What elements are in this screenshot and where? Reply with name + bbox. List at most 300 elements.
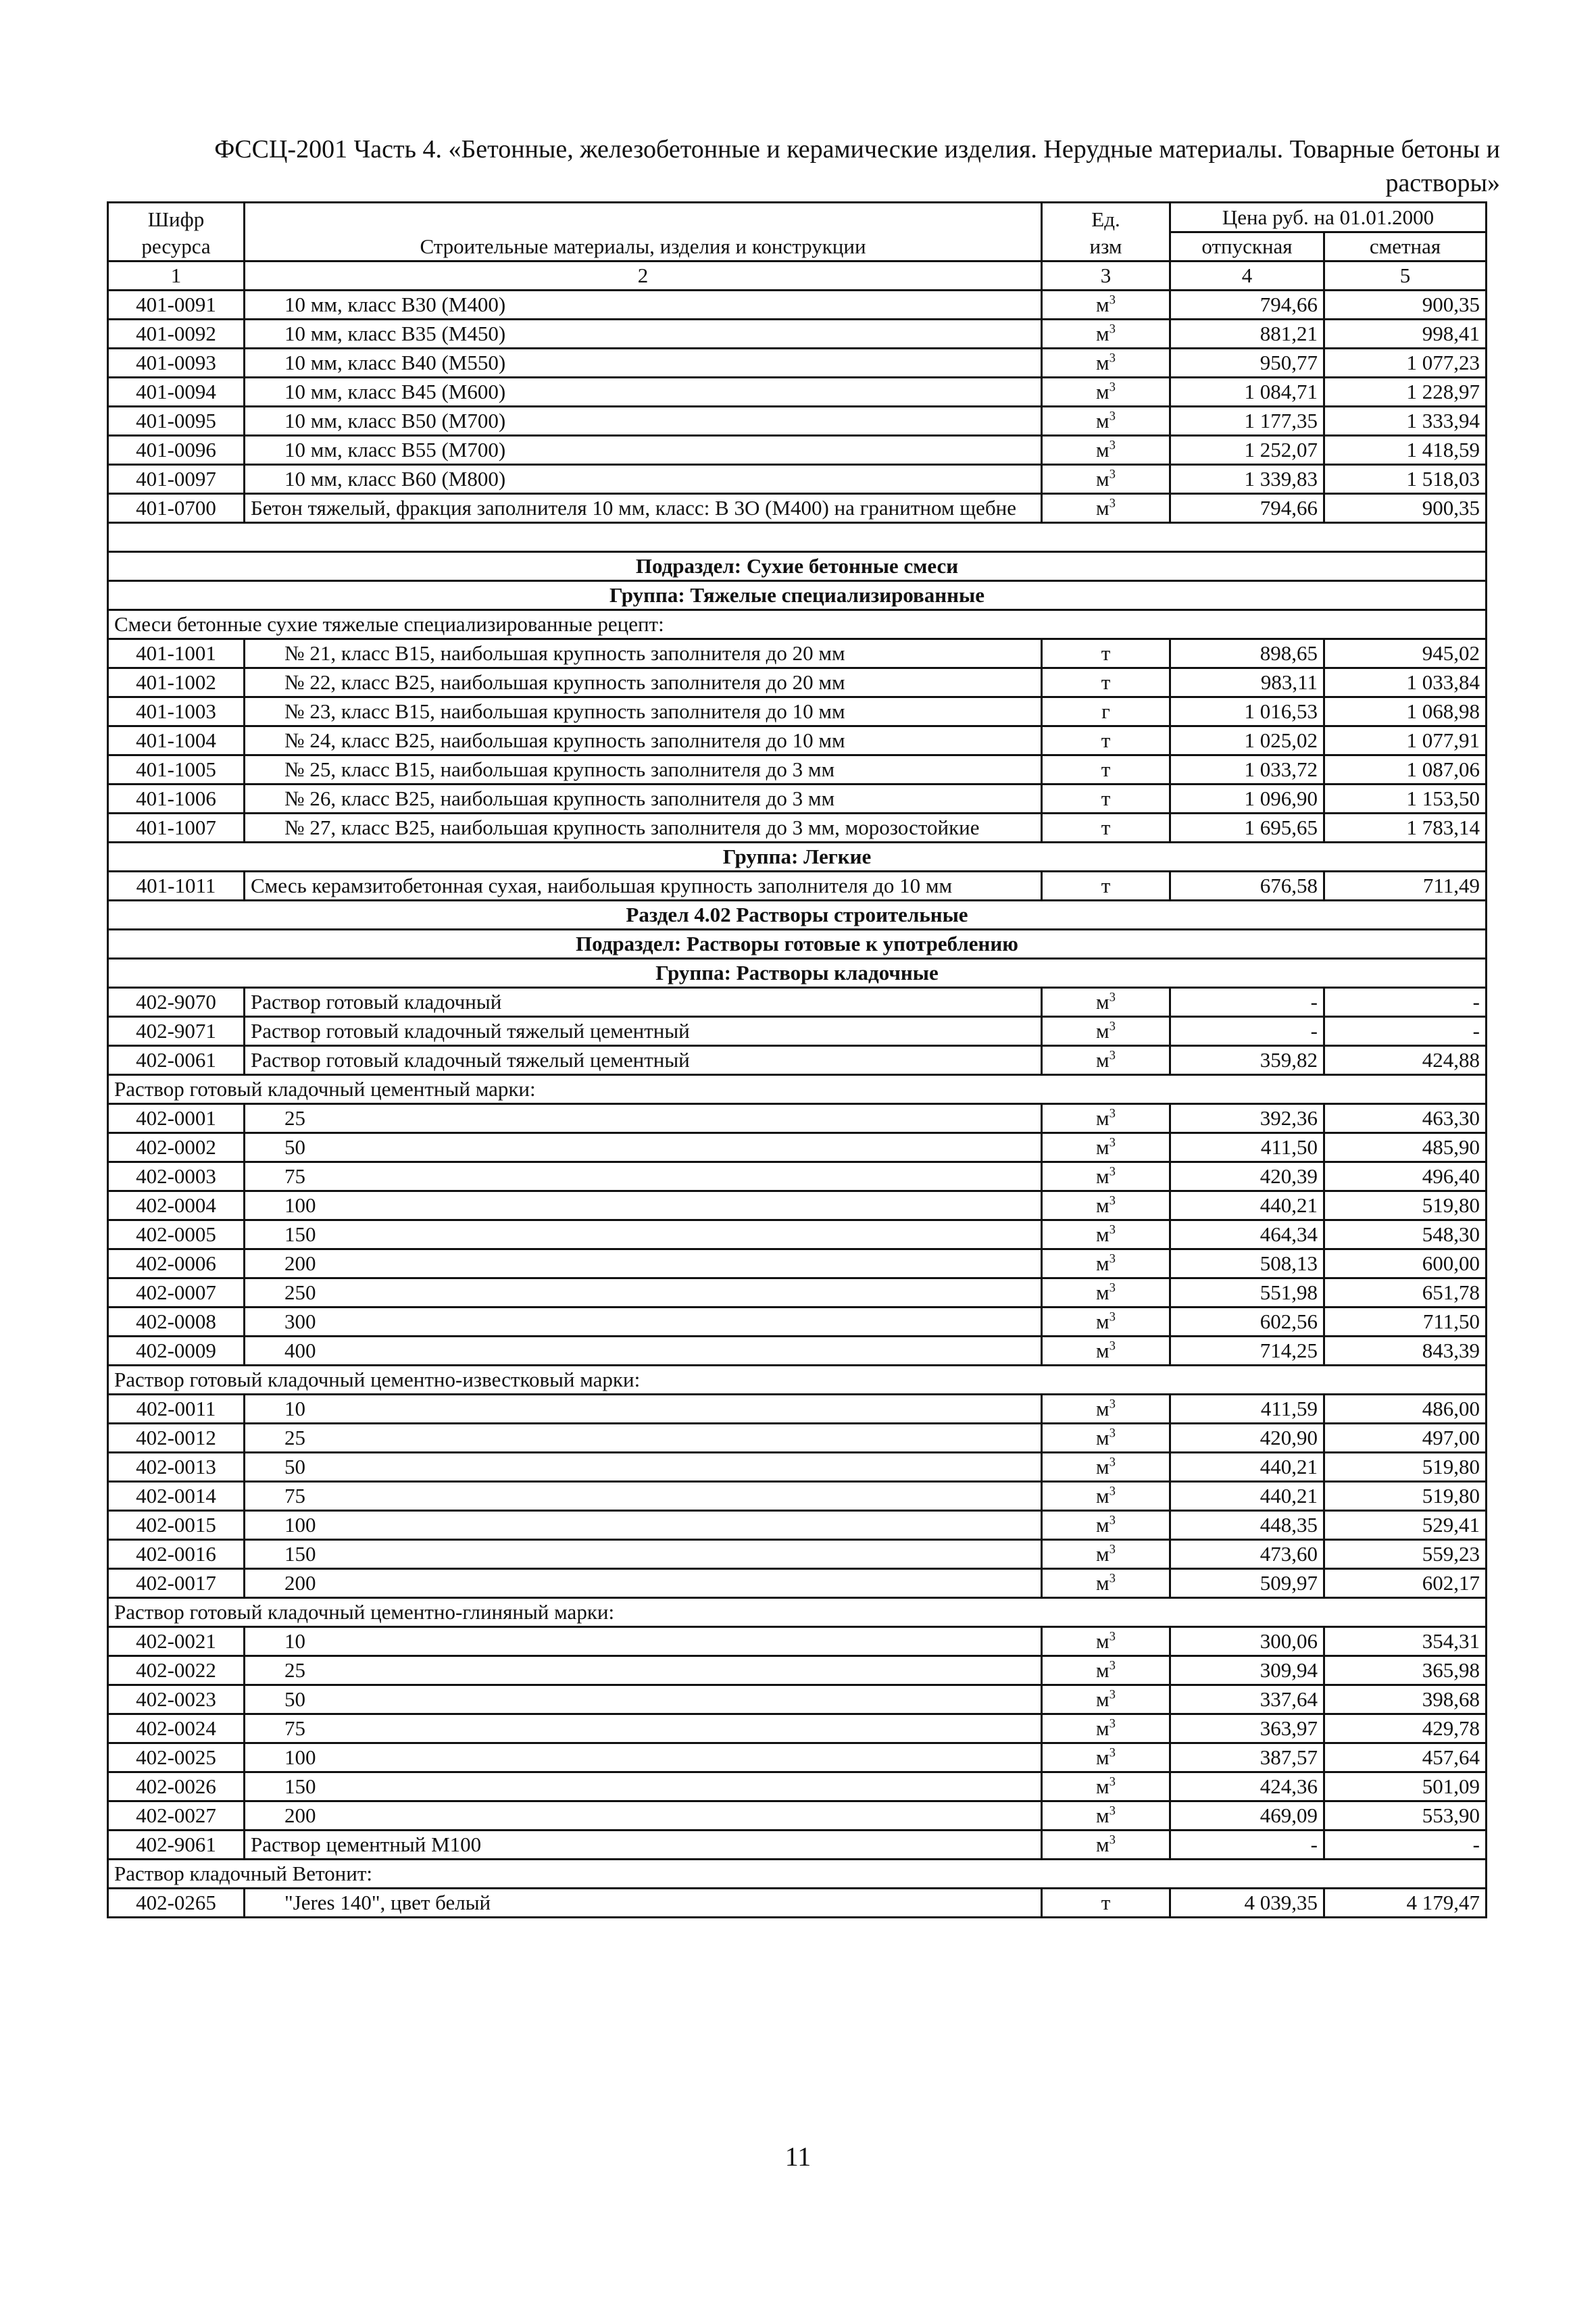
- estimate-price: 843,39: [1324, 1337, 1487, 1366]
- unit-text: м: [1096, 1106, 1109, 1130]
- resource-code: 401-0095: [108, 407, 245, 436]
- table-row: [108, 755, 1487, 785]
- table-row: [108, 1133, 1487, 1162]
- estimate-price: 711,49: [1324, 872, 1487, 901]
- column-number: 2: [245, 262, 1042, 291]
- unit-text: м: [1096, 438, 1109, 462]
- material-name: 10 мм, класс В35 (М450): [245, 320, 1042, 349]
- material-name: № 22, класс В25, наибольшая крупность заполнителя до 20 мм: [245, 668, 1042, 697]
- resource-code: 401-0700: [108, 494, 245, 523]
- unit-cell: [1042, 1714, 1170, 1743]
- table-row: [108, 1801, 1487, 1831]
- table-row: [108, 1889, 1487, 1918]
- release-price: 420,90: [1170, 1424, 1324, 1453]
- unit-text: м: [1096, 990, 1109, 1014]
- table-row: [108, 1395, 1487, 1424]
- material-name: № 24, класс В25, наибольшая крупность заполнителя до 10 мм: [245, 726, 1042, 755]
- material-name: № 27, класс В25, наибольшая крупность заполнителя до 3 мм, морозостойкие: [245, 814, 1042, 843]
- estimate-price: 1 077,23: [1324, 349, 1487, 378]
- material-name: 150: [245, 1772, 1042, 1801]
- unit-cell: [1042, 1569, 1170, 1598]
- material-name: 250: [245, 1278, 1042, 1308]
- estimate-price: 1 518,03: [1324, 465, 1487, 494]
- resource-code: 402-0014: [108, 1482, 245, 1511]
- group-heading: Группа: Легкие: [108, 843, 1487, 872]
- unit-cell: [1042, 1220, 1170, 1249]
- unit-exponent: 3: [1109, 1106, 1116, 1121]
- material-name: Раствор цементный М100: [245, 1831, 1042, 1860]
- unit-text: м: [1096, 1542, 1109, 1566]
- section-heading-row: [108, 901, 1487, 930]
- unit-cell: т: [1042, 785, 1170, 814]
- unit-text: м: [1096, 1833, 1109, 1856]
- release-price: 676,58: [1170, 872, 1324, 901]
- unit-exponent: 3: [1109, 1687, 1116, 1702]
- estimate-price: 519,80: [1324, 1482, 1487, 1511]
- unit-exponent: 3: [1109, 322, 1116, 337]
- unit-text: м: [1096, 1774, 1109, 1798]
- unit-text: м: [1096, 1280, 1109, 1304]
- release-price: 1 339,83: [1170, 465, 1324, 494]
- material-name: 10 мм, класс В40 (М550): [245, 349, 1042, 378]
- unit-cell: [1042, 1453, 1170, 1482]
- table-row: [108, 1278, 1487, 1308]
- table-row: [108, 1685, 1487, 1714]
- page-number: 11: [784, 2141, 812, 2172]
- subsection-heading: Подраздел: Растворы готовые к употреблению: [108, 930, 1487, 959]
- unit-exponent: 3: [1109, 1484, 1116, 1499]
- estimate-price: 485,90: [1324, 1133, 1487, 1162]
- estimate-price: 945,02: [1324, 639, 1487, 668]
- unit-text: м: [1096, 293, 1109, 316]
- unit-cell: т: [1042, 755, 1170, 785]
- material-name: № 26, класс В25, наибольшая крупность заполнителя до 3 мм: [245, 785, 1042, 814]
- release-price: -: [1170, 1017, 1324, 1046]
- table-row: [108, 1337, 1487, 1366]
- estimate-price: 1 033,84: [1324, 668, 1487, 697]
- table-row: [108, 639, 1487, 668]
- material-name: 100: [245, 1511, 1042, 1540]
- estimate-price: 424,88: [1324, 1046, 1487, 1075]
- release-price: 440,21: [1170, 1453, 1324, 1482]
- table-row: [108, 1540, 1487, 1569]
- resource-code: 402-0002: [108, 1133, 245, 1162]
- unit-exponent: 3: [1109, 1833, 1116, 1847]
- table-row: [108, 1424, 1487, 1453]
- material-name: 50: [245, 1685, 1042, 1714]
- resource-code: 401-1003: [108, 697, 245, 726]
- unit-exponent: 3: [1109, 1774, 1116, 1789]
- estimate-price: 496,40: [1324, 1162, 1487, 1191]
- release-price: 1 033,72: [1170, 755, 1324, 785]
- estimate-price: 429,78: [1324, 1714, 1487, 1743]
- group-heading-row: [108, 959, 1487, 988]
- table-row: [108, 1656, 1487, 1685]
- release-price: 469,09: [1170, 1801, 1324, 1831]
- estimate-price: 501,09: [1324, 1772, 1487, 1801]
- unit-cell: [1042, 1104, 1170, 1133]
- table-row: [108, 407, 1487, 436]
- unit-text: м: [1096, 1164, 1109, 1188]
- subgroup-caption: Раствор кладочный Ветонит:: [108, 1860, 1487, 1889]
- unit-cell: [1042, 349, 1170, 378]
- resource-code: 402-0061: [108, 1046, 245, 1075]
- unit-exponent: 3: [1109, 1397, 1116, 1412]
- unit-text: м: [1096, 409, 1109, 432]
- estimate-price: 600,00: [1324, 1249, 1487, 1278]
- release-price: 392,36: [1170, 1104, 1324, 1133]
- material-name: 75: [245, 1714, 1042, 1743]
- unit-cell: [1042, 1017, 1170, 1046]
- estimate-price: 1 077,91: [1324, 726, 1487, 755]
- unit-exponent: 3: [1109, 351, 1116, 366]
- release-price: 337,64: [1170, 1685, 1324, 1714]
- unit-cell: [1042, 1831, 1170, 1860]
- estimate-price: 553,90: [1324, 1801, 1487, 1831]
- release-price: -: [1170, 1831, 1324, 1860]
- unit-exponent: 3: [1109, 1803, 1116, 1818]
- estimate-price: 519,80: [1324, 1453, 1487, 1482]
- unit-cell: [1042, 1162, 1170, 1191]
- table-row: [108, 1714, 1487, 1743]
- release-price: 983,11: [1170, 668, 1324, 697]
- estimate-price: 1 333,94: [1324, 407, 1487, 436]
- unit-text: м: [1096, 1339, 1109, 1362]
- unit-cell: [1042, 291, 1170, 320]
- resource-code: 402-0024: [108, 1714, 245, 1743]
- unit-text: м: [1096, 1745, 1109, 1769]
- unit-exponent: 3: [1109, 380, 1116, 395]
- unit-cell: [1042, 1133, 1170, 1162]
- unit-text: м: [1096, 1687, 1109, 1711]
- material-name: Бетон тяжелый, фракция заполнителя 10 мм, класс: В 3О (М400) на гранитном щебне: [245, 494, 1042, 523]
- release-price: 794,66: [1170, 494, 1324, 523]
- spacer-cell: [108, 523, 1487, 552]
- resource-code: 401-1004: [108, 726, 245, 755]
- unit-exponent: 3: [1109, 1019, 1116, 1034]
- unit-cell: [1042, 1249, 1170, 1278]
- material-name: 200: [245, 1801, 1042, 1831]
- unit-exponent: 3: [1109, 1251, 1116, 1266]
- unit-cell: [1042, 1627, 1170, 1656]
- unit-cell: [1042, 320, 1170, 349]
- material-name: № 25, класс В15, наибольшая крупность заполнителя до 3 мм: [245, 755, 1042, 785]
- material-name: № 23, класс В15, наибольшая крупность заполнителя до 10 мм: [245, 697, 1042, 726]
- column-number: 4: [1170, 262, 1324, 291]
- unit-cell: г: [1042, 697, 1170, 726]
- table-row: [108, 1831, 1487, 1860]
- resource-code: 401-0094: [108, 378, 245, 407]
- material-name: 100: [245, 1743, 1042, 1772]
- table-row: [108, 436, 1487, 465]
- unit-exponent: 3: [1109, 1135, 1116, 1150]
- subsection-heading-row: [108, 552, 1487, 581]
- resource-code: 402-0021: [108, 1627, 245, 1656]
- resource-code: 402-0012: [108, 1424, 245, 1453]
- material-name: № 21, класс В15, наибольшая крупность заполнителя до 20 мм: [245, 639, 1042, 668]
- resource-code: 402-0005: [108, 1220, 245, 1249]
- resource-code: 402-9070: [108, 988, 245, 1017]
- release-price: 1 016,53: [1170, 697, 1324, 726]
- resource-code: 401-0092: [108, 320, 245, 349]
- material-name: 150: [245, 1540, 1042, 1569]
- unit-cell: [1042, 465, 1170, 494]
- column-number-row: [108, 262, 1487, 291]
- unit-cell: [1042, 1540, 1170, 1569]
- unit-cell: [1042, 988, 1170, 1017]
- price-table: [107, 201, 1487, 1918]
- unit-cell: [1042, 494, 1170, 523]
- release-price: 551,98: [1170, 1278, 1324, 1308]
- material-name: Смесь керамзитобетонная сухая, наибольшая крупность заполнителя до 10 мм: [245, 872, 1042, 901]
- unit-text: м: [1096, 1397, 1109, 1420]
- resource-code: 402-0017: [108, 1569, 245, 1598]
- spacer-row: [108, 523, 1487, 552]
- unit-exponent: 3: [1109, 1716, 1116, 1731]
- table-row: [108, 465, 1487, 494]
- resource-code: 401-1002: [108, 668, 245, 697]
- release-price: 420,39: [1170, 1162, 1324, 1191]
- unit-exponent: 3: [1109, 1542, 1116, 1557]
- unit-cell: [1042, 1395, 1170, 1424]
- release-price: 424,36: [1170, 1772, 1324, 1801]
- unit-exponent: 3: [1109, 1658, 1116, 1673]
- unit-exponent: 3: [1109, 293, 1116, 307]
- estimate-price: 559,23: [1324, 1540, 1487, 1569]
- unit-text: м: [1096, 322, 1109, 345]
- unit-text: м: [1096, 1658, 1109, 1682]
- unit-cell: т: [1042, 668, 1170, 697]
- resource-code: 401-1006: [108, 785, 245, 814]
- unit-text: м: [1096, 467, 1109, 491]
- column-header-estimate: сметная: [1324, 232, 1487, 262]
- unit-exponent: 3: [1109, 409, 1116, 424]
- resource-code: 401-0093: [108, 349, 245, 378]
- estimate-price: 711,50: [1324, 1308, 1487, 1337]
- resource-code: 402-0001: [108, 1104, 245, 1133]
- unit-exponent: 3: [1109, 1193, 1116, 1208]
- table-row: [108, 291, 1487, 320]
- resource-code: 402-0006: [108, 1249, 245, 1278]
- estimate-price: 497,00: [1324, 1424, 1487, 1453]
- resource-code: 402-0022: [108, 1656, 245, 1685]
- resource-code: 401-0097: [108, 465, 245, 494]
- group-heading: Группа: Тяжелые специализированные: [108, 581, 1487, 610]
- resource-code: 402-0009: [108, 1337, 245, 1366]
- material-name: 300: [245, 1308, 1042, 1337]
- unit-text: м: [1096, 1019, 1109, 1043]
- resource-code: 401-1011: [108, 872, 245, 901]
- release-price: 363,97: [1170, 1714, 1324, 1743]
- unit-cell: [1042, 1046, 1170, 1075]
- unit-exponent: 3: [1109, 1426, 1116, 1441]
- release-price: 440,21: [1170, 1191, 1324, 1220]
- subgroup-caption-row: [108, 1075, 1487, 1104]
- table-row: [108, 378, 1487, 407]
- unit-cell: [1042, 378, 1170, 407]
- estimate-price: 900,35: [1324, 291, 1487, 320]
- resource-code: 401-1005: [108, 755, 245, 785]
- table-row: [108, 1191, 1487, 1220]
- unit-cell: [1042, 407, 1170, 436]
- release-price: 359,82: [1170, 1046, 1324, 1075]
- unit-exponent: 3: [1109, 1571, 1116, 1586]
- unit-cell: [1042, 1337, 1170, 1366]
- material-name: 100: [245, 1191, 1042, 1220]
- release-price: 464,34: [1170, 1220, 1324, 1249]
- estimate-price: 1 068,98: [1324, 697, 1487, 726]
- material-name: 10 мм, класс В45 (М600): [245, 378, 1042, 407]
- unit-exponent: 3: [1109, 467, 1116, 482]
- header-line-2: растворы»: [1385, 169, 1500, 197]
- table-row: [108, 1017, 1487, 1046]
- estimate-price: 1 153,50: [1324, 785, 1487, 814]
- unit-text: м: [1096, 1513, 1109, 1537]
- resource-code: 402-0026: [108, 1772, 245, 1801]
- estimate-price: 463,30: [1324, 1104, 1487, 1133]
- table-row: [108, 1772, 1487, 1801]
- estimate-price: 1 418,59: [1324, 436, 1487, 465]
- unit-exponent: 3: [1109, 1280, 1116, 1295]
- resource-code: 401-0091: [108, 291, 245, 320]
- release-price: -: [1170, 988, 1324, 1017]
- unit-text: м: [1096, 1135, 1109, 1159]
- unit-cell: т: [1042, 1889, 1170, 1918]
- estimate-price: -: [1324, 1831, 1487, 1860]
- unit-text: м: [1096, 1455, 1109, 1478]
- table-row: [108, 1249, 1487, 1278]
- material-name: 50: [245, 1453, 1042, 1482]
- resource-code: 402-9071: [108, 1017, 245, 1046]
- unit-exponent: 3: [1109, 1222, 1116, 1237]
- unit-exponent: 3: [1109, 1629, 1116, 1644]
- unit-text: м: [1096, 1310, 1109, 1333]
- unit-cell: [1042, 1801, 1170, 1831]
- unit-text: м: [1096, 1048, 1109, 1072]
- release-price: 509,97: [1170, 1569, 1324, 1598]
- table-row: [108, 1482, 1487, 1511]
- release-price: 1 177,35: [1170, 407, 1324, 436]
- table-row: [108, 726, 1487, 755]
- resource-code: 401-1001: [108, 639, 245, 668]
- group-heading-row: [108, 843, 1487, 872]
- material-name: 10 мм, класс В60 (М800): [245, 465, 1042, 494]
- unit-text: м: [1096, 351, 1109, 374]
- material-name: 10 мм, класс В55 (М700): [245, 436, 1042, 465]
- unit-cell: т: [1042, 639, 1170, 668]
- material-name: Раствор готовый кладочный: [245, 988, 1042, 1017]
- unit-cell: [1042, 1191, 1170, 1220]
- unit-exponent: 3: [1109, 990, 1116, 1005]
- table-row: [108, 494, 1487, 523]
- estimate-price: -: [1324, 988, 1487, 1017]
- unit-cell: [1042, 1511, 1170, 1540]
- table-row: [108, 697, 1487, 726]
- table-row: [108, 1104, 1487, 1133]
- estimate-price: 1 783,14: [1324, 814, 1487, 843]
- table-row: [108, 1569, 1487, 1598]
- table-row: [108, 1627, 1487, 1656]
- resource-code: 402-0011: [108, 1395, 245, 1424]
- resource-code: 402-0015: [108, 1511, 245, 1540]
- unit-text: м: [1096, 1571, 1109, 1595]
- resource-code: 402-0016: [108, 1540, 245, 1569]
- material-name: 10 мм, класс В50 (М700): [245, 407, 1042, 436]
- unit-exponent: 3: [1109, 1745, 1116, 1760]
- column-header-price: Цена руб. на 01.01.2000: [1170, 203, 1487, 232]
- release-price: 387,57: [1170, 1743, 1324, 1772]
- estimate-price: 900,35: [1324, 494, 1487, 523]
- column-number: 1: [108, 262, 245, 291]
- estimate-price: 1 087,06: [1324, 755, 1487, 785]
- release-price: 309,94: [1170, 1656, 1324, 1685]
- material-name: 200: [245, 1569, 1042, 1598]
- release-price: 714,25: [1170, 1337, 1324, 1366]
- table-row: [108, 1453, 1487, 1482]
- release-price: 411,50: [1170, 1133, 1324, 1162]
- subsection-heading: Подраздел: Сухие бетонные смеси: [108, 552, 1487, 581]
- subgroup-caption: Смеси бетонные сухие тяжелые специализированные рецепт:: [108, 610, 1487, 639]
- resource-code: 401-0096: [108, 436, 245, 465]
- unit-text: м: [1096, 1716, 1109, 1740]
- release-price: 4 039,35: [1170, 1889, 1324, 1918]
- unit-cell: [1042, 1424, 1170, 1453]
- material-name: 10 мм, класс В30 (М400): [245, 291, 1042, 320]
- material-name: Раствор готовый кладочный тяжелый цементный: [245, 1017, 1042, 1046]
- column-header-unit: Ед. изм: [1042, 203, 1170, 262]
- column-header-code: Шифр ресурса: [108, 203, 245, 262]
- table-row: [108, 349, 1487, 378]
- table-row: [108, 1046, 1487, 1075]
- subgroup-caption: Раствор готовый кладочный цементный марки:: [108, 1075, 1487, 1104]
- material-name: 200: [245, 1249, 1042, 1278]
- price-table-body: [108, 203, 1487, 1918]
- estimate-price: 1 228,97: [1324, 378, 1487, 407]
- unit-cell: т: [1042, 872, 1170, 901]
- resource-code: 402-0003: [108, 1162, 245, 1191]
- resource-code: 402-0008: [108, 1308, 245, 1337]
- subgroup-caption-row: [108, 610, 1487, 639]
- unit-text: м: [1096, 1426, 1109, 1449]
- subgroup-caption-row: [108, 1860, 1487, 1889]
- estimate-price: 398,68: [1324, 1685, 1487, 1714]
- unit-exponent: 3: [1109, 438, 1116, 453]
- unit-cell: т: [1042, 814, 1170, 843]
- table-row: [108, 785, 1487, 814]
- column-number: 3: [1042, 262, 1170, 291]
- material-name: 10: [245, 1395, 1042, 1424]
- estimate-price: 365,98: [1324, 1656, 1487, 1685]
- release-price: 411,59: [1170, 1395, 1324, 1424]
- unit-cell: [1042, 1308, 1170, 1337]
- unit-exponent: 3: [1109, 1513, 1116, 1528]
- material-name: 75: [245, 1482, 1042, 1511]
- unit-cell: [1042, 1685, 1170, 1714]
- table-row: [108, 814, 1487, 843]
- release-price: 950,77: [1170, 349, 1324, 378]
- material-name: 400: [245, 1337, 1042, 1366]
- release-price: 1 695,65: [1170, 814, 1324, 843]
- estimate-price: 4 179,47: [1324, 1889, 1487, 1918]
- section-heading: Раздел 4.02 Растворы строительные: [108, 901, 1487, 930]
- group-heading-row: [108, 581, 1487, 610]
- estimate-price: 548,30: [1324, 1220, 1487, 1249]
- estimate-price: 457,64: [1324, 1743, 1487, 1772]
- resource-code: 402-0007: [108, 1278, 245, 1308]
- unit-cell: [1042, 1482, 1170, 1511]
- material-name: Раствор готовый кладочный тяжелый цементный: [245, 1046, 1042, 1075]
- table-row: [108, 988, 1487, 1017]
